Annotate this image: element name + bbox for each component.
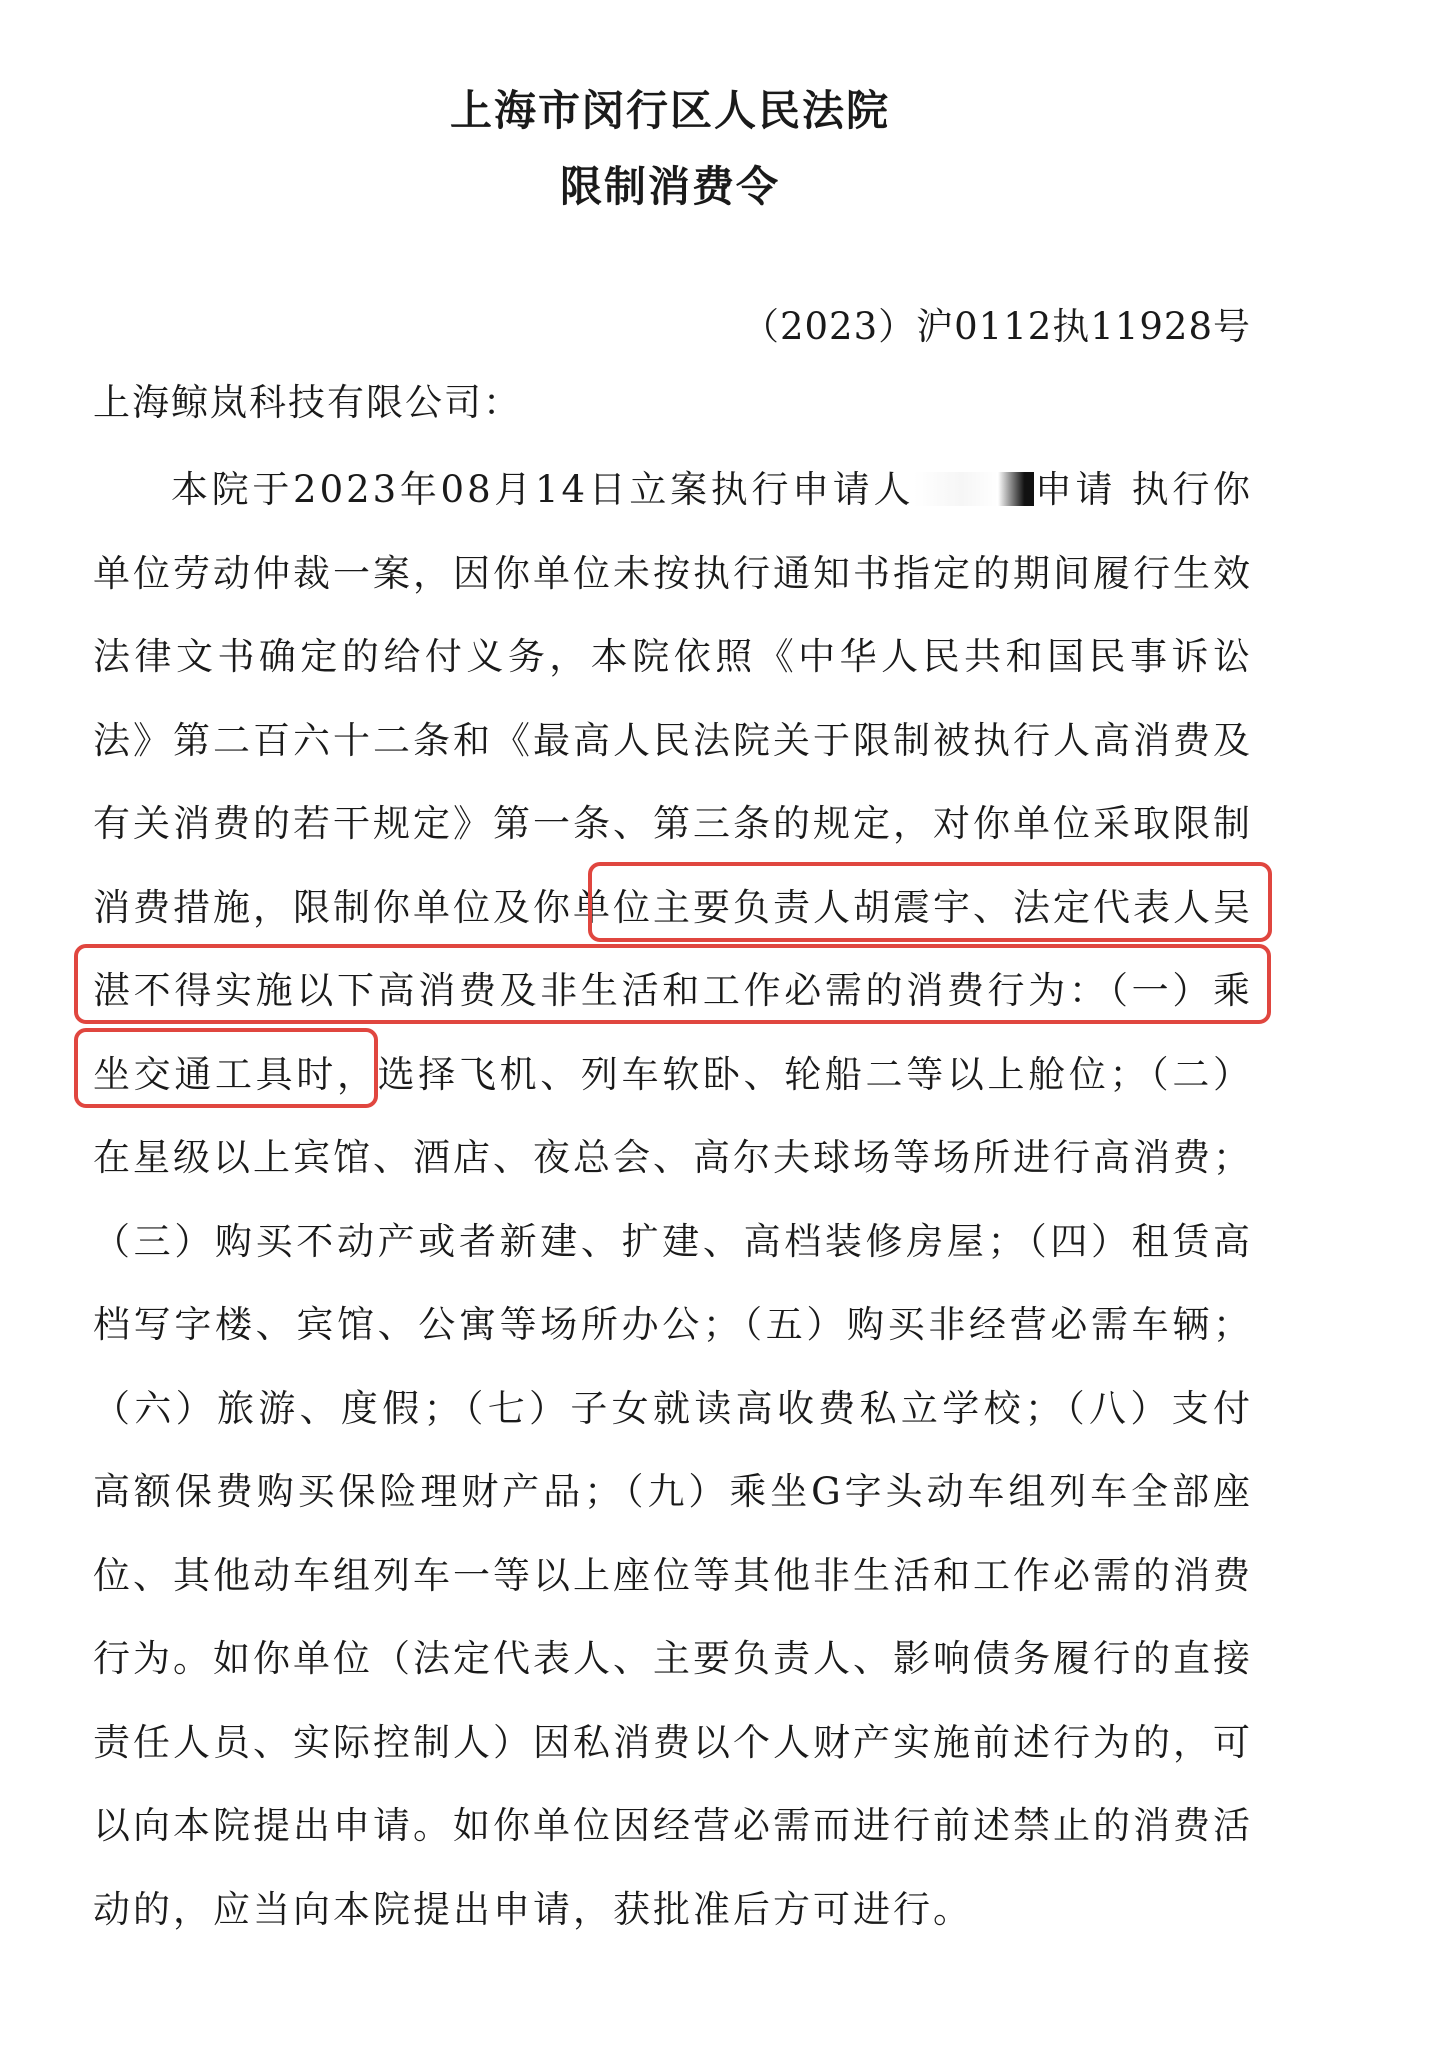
body-text-part-1: 本院于2023年08月14日立案执行申请人 xyxy=(171,468,915,511)
document-title: 限制消费令 xyxy=(559,162,780,211)
body-text-part-2: 申请 执行你单位劳动仲裁一案，因你单位未按执行通知书指定的期间履行生效法律文书确定的给付义务，本院依照《中华人民共和国民事诉讼法》第二百六十二条和《最高人民法院关于限制被执行人高消费及有关消费的若干规定》第一条、第三条的规定，对你单位采取限制消费措施，限制你单位及你单位主要负责人胡震宇、法定代表人吴湛不得实施以下高消费及非生活和工作必需的消费行为：（一）乘坐交通工具时，选择飞机、列车软卧、轮船二等以上舱位；（二）在星级以上宾馆、酒店、夜总会、高尔夫球场等场所进行高消费；（三）购买不动产或者新建、扩建、高档装修房屋；（四）租赁高档写字楼、宾馆、公寓等场所办公；（五）购买非经营必需车辆；（六）旅游、度假；（七）子女就读高收费私立学校；（八）支付高额保费购买保险理财产品；（九）乘坐G字头动车组列车全部座位、其他动车组列车一等以上座位等其他非生活和工作必需的消费行为。如你单位（法定代表人、主要负责人、影响债务履行的直接责任人员、实际控制人）因私消费以个人财产实施前述行为的，可以向本院提出申请。如你单位因经营必需而进行前述禁止的消费活动的，应当向本院提出申请，获批准后方可进行。 xyxy=(93,468,1253,1931)
highlight-box-3 xyxy=(74,1028,378,1108)
court-name: 上海市闵行区人民法院 xyxy=(449,86,890,135)
redacted-name xyxy=(914,472,1034,506)
body-paragraph xyxy=(93,448,1253,1951)
highlight-box-1 xyxy=(588,862,1272,942)
case-number: （2023）沪0112执11928号 xyxy=(741,305,1251,348)
addressee: 上海鲸岚科技有限公司： xyxy=(93,381,522,424)
highlight-box-2 xyxy=(74,944,1271,1024)
